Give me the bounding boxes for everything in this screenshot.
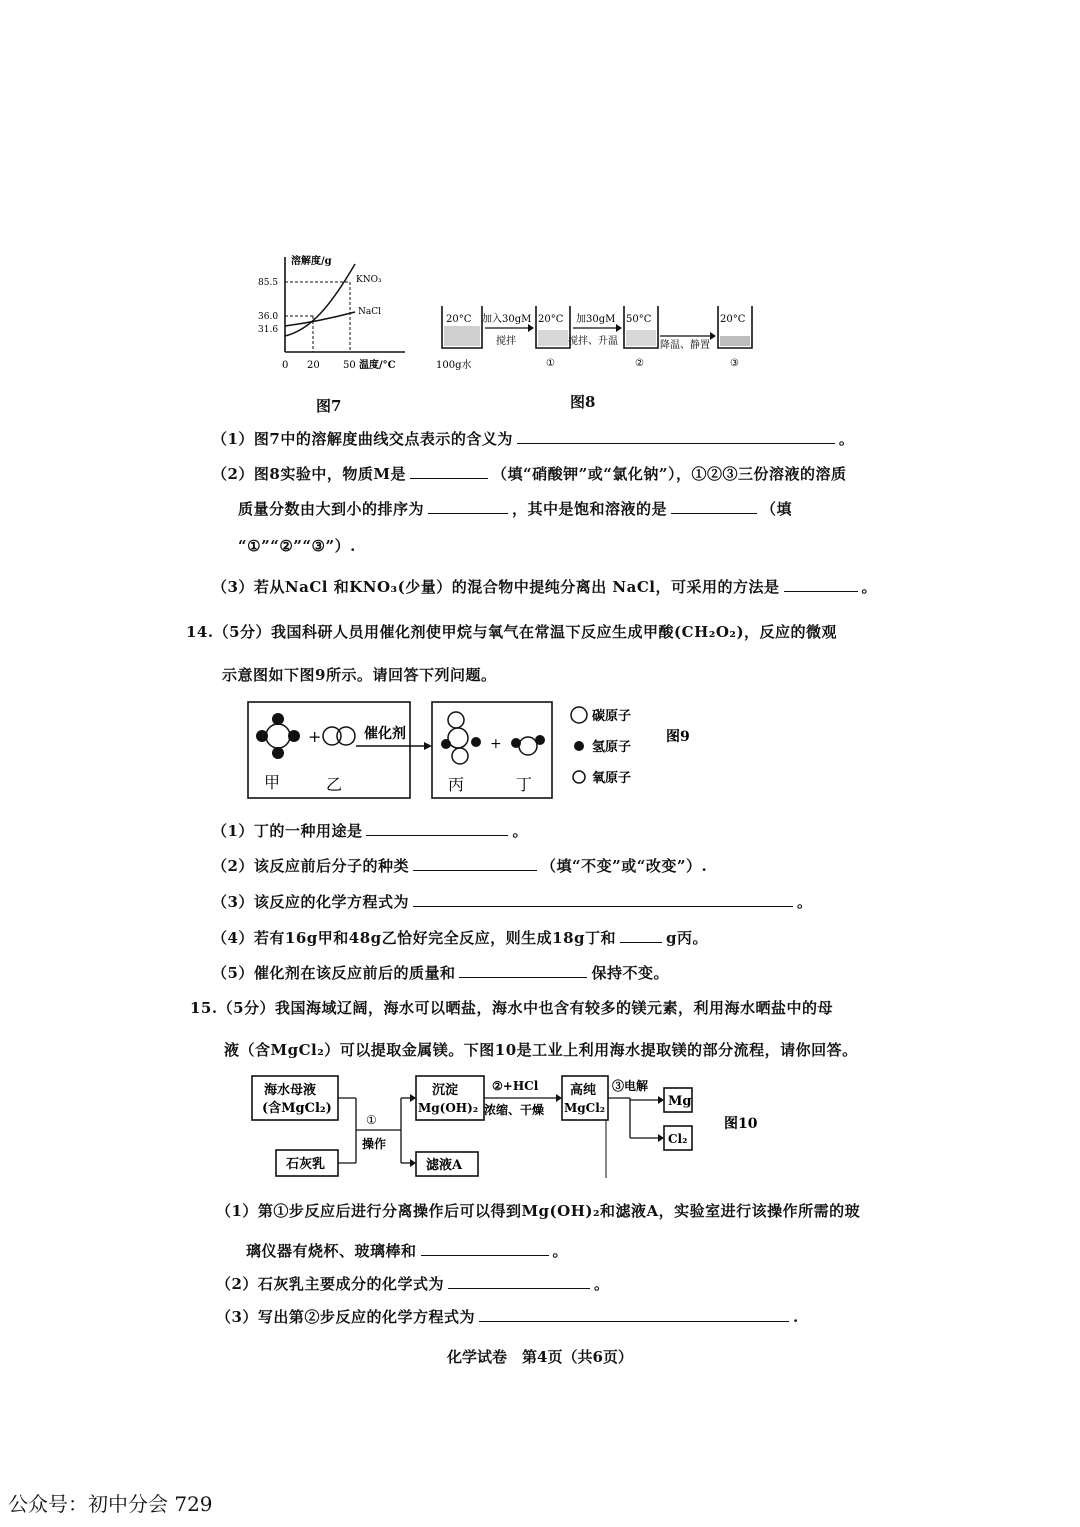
svg-text:滤液A: 滤液A [426,1158,463,1173]
svg-text:石灰乳: 石灰乳 [286,1157,326,1172]
svg-text:(含MgCl₂): (含MgCl₂) [262,1101,332,1116]
tick-y-2: 31.6 [258,325,279,335]
label-bing: 丙 [448,775,465,794]
beaker-2 [536,306,570,348]
tick-x-2: 50 [343,360,356,371]
legend-carbon: 碳原子 [592,709,632,724]
series-label-kno3: KNO₃ [356,275,382,285]
step2-bottom: 浓缩、干燥 [484,1103,545,1117]
answer-blank[interactable] [448,1287,590,1289]
answer-blank[interactable] [671,512,757,514]
svg-text:20°C: 20°C [446,314,472,325]
q15-part3: （3）写出第②步反应的化学方程式为 . [216,1308,799,1326]
series-label-nacl: NaCl [358,307,382,317]
answer-blank[interactable] [413,869,537,871]
beaker-4 [718,306,752,348]
q14-intro-line2: 示意图如下图9所示。请回答下列问题。 [222,666,497,684]
q13-part2: （2）图8实验中，物质M是 （填“硝酸钾”或“氯化钠”），①②③三份溶液的溶质 [212,465,847,483]
watermark: 公众号：初中分会 729 [8,1492,213,1516]
q15-part1-cont: 璃仪器有烧杯、玻璃棒和 。 [246,1242,569,1260]
q15-intro-line2: 液（含MgCl₂）可以提取金属镁。下图10是工业上利用海水提取镁的部分流程，请你回答。 [224,1041,858,1059]
tick-y-0: 85.5 [258,278,279,288]
svg-text:沉淀: 沉淀 [432,1083,459,1098]
answer-blank[interactable] [784,590,858,592]
step2-top: 加30gM [576,314,616,325]
q15-intro-line1: 15.（5分）我国海域辽阔，海水可以晒盐，海水中也含有较多的镁元素，利用海水晒盐中的母 [190,999,834,1017]
q13-part2-end: “①”“②”“③”）. [238,537,356,555]
answer-blank[interactable] [428,512,508,514]
chart-xlabel: 温度/°C [359,360,396,371]
answer-blank[interactable] [459,976,587,978]
svg-text:20°C: 20°C [720,314,746,325]
svg-text:+: + [490,736,502,752]
svg-text:MgCl₂: MgCl₂ [564,1101,606,1115]
answer-blank[interactable] [517,442,835,444]
step1-bottom: 搅拌 [496,336,516,347]
tick-y-1: 36.0 [258,312,279,322]
answer-blank[interactable] [421,1254,549,1256]
mark-2: ② [635,358,644,369]
q14-part1: （1）丁的一种用途是 。 [212,822,528,840]
figure-7-solubility-chart [255,252,415,377]
q14-part2: （2）该反应前后分子的种类 （填“不变”或“改变”）. [212,857,708,875]
legend-oxygen: 氧原子 [592,771,632,786]
svg-text:Cl₂: Cl₂ [668,1132,688,1146]
step1-top: 加入30gM [482,314,532,325]
tick-x-1: 20 [307,360,320,371]
step1-num: ① [366,1113,377,1127]
q14-intro-line1: 14.（5分）我国科研人员用催化剂使甲烷与氧气在常温下反应生成甲酸(CH₂O₂)，反应的微观 [186,623,838,641]
q14-part5: （5）催化剂在该反应前后的质量和 保持不变。 [212,964,669,982]
figure-8-caption: 图8 [570,393,596,411]
step2-bottom: 搅拌、升温 [568,336,618,347]
tick-x-0: 0 [282,360,289,371]
q15-part2: （2）石灰乳主要成分的化学式为 。 [216,1275,610,1293]
answer-blank[interactable] [410,477,488,479]
step3-bottom: 降温、静置 [660,340,710,351]
catalyst-label: 催化剂 [364,726,406,742]
label-ding: 丁 [516,775,533,794]
figure-7-caption: 图7 [316,397,342,415]
figure-10-caption: 图10 [724,1116,758,1132]
beaker-1 [442,306,482,348]
step2-top: ②+HCl [492,1079,539,1093]
water-label: 100g水 [436,360,472,371]
svg-text:高纯: 高纯 [570,1083,597,1098]
svg-text:Mg(OH)₂: Mg(OH)₂ [418,1101,479,1115]
svg-text:50°C: 50°C [626,314,652,325]
q14-part4: （4）若有16g甲和48g乙恰好完全反应，则生成18g丁和 g丙。 [212,929,709,947]
figure-8-experiment [430,296,820,386]
mark-1: ① [546,358,555,369]
beaker-3 [624,306,658,348]
svg-text:+: + [308,727,322,746]
answer-blank[interactable] [366,834,508,836]
q13-part2-cont: 质量分数由大到小的排序为 ，其中是饱和溶液的是 （填 [238,500,793,518]
page-footer: 化学试卷 第4页（共6页） [447,1348,633,1366]
mark-3: ③ [730,358,739,369]
svg-text:海水母液: 海水母液 [264,1083,317,1098]
chart-ylabel: 溶解度/g [291,256,332,267]
answer-blank[interactable] [479,1320,789,1322]
q13-part1: （1）图7中的溶解度曲线交点表示的含义为 。 [212,430,855,448]
step3-label: ③电解 [612,1079,649,1093]
label-jia: 甲 [264,773,281,792]
label-yi: 乙 [326,775,343,794]
answer-blank[interactable] [620,941,662,943]
q14-part3: （3）该反应的化学方程式为 。 [212,893,813,911]
q15-part1: （1）第①步反应后进行分离操作后可以得到Mg(OH)₂和滤液A，实验室进行该操作所需的玻 [216,1202,861,1220]
step1-op: 操作 [362,1137,387,1151]
figure-9-caption: 图9 [666,729,690,745]
figure-10-flowchart [246,1070,776,1180]
svg-text:Mg: Mg [668,1094,692,1109]
answer-blank[interactable] [413,905,793,907]
svg-text:20°C: 20°C [538,314,564,325]
figure-9-micro-diagram [246,698,716,802]
legend-hydrogen: 氢原子 [592,740,632,755]
q13-part3: （3）若从NaCl 和KNO₃(少量）的混合物中提纯分离出 NaCl，可采用的方法是 。 [212,578,878,596]
